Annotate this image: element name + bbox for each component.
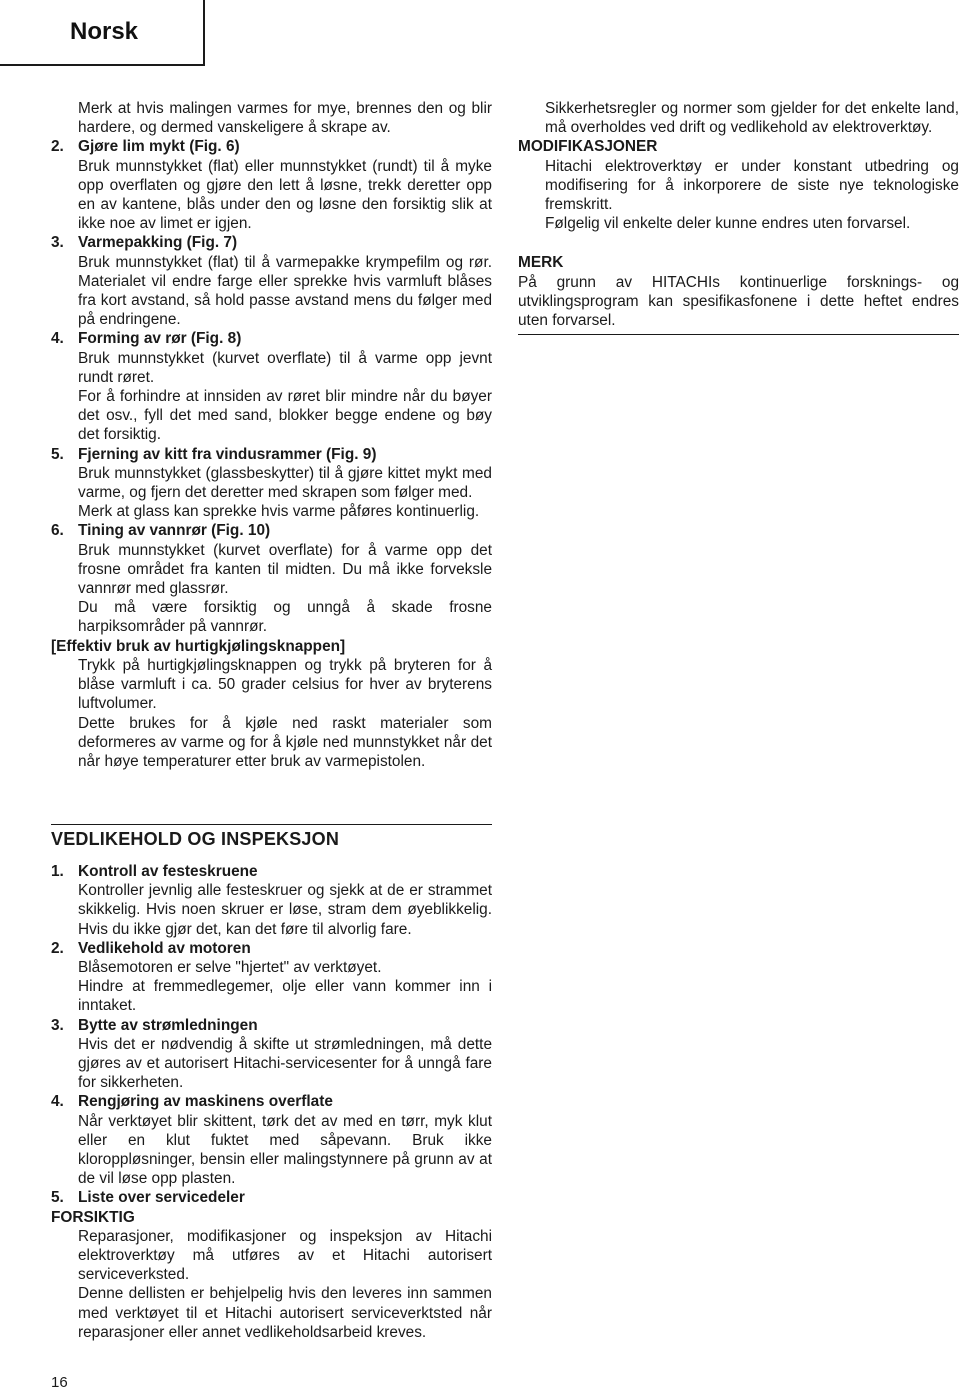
item-paragraph: Hvis det er nødvendig å skifte ut strømledningen, må dette gjøres av et autorisert Hitachi-servicesenter for å unngå fare for sikkerheten. bbox=[78, 1035, 492, 1092]
modifications-paragraph: Følgelig vil enkelte deler kunne endres uten forvarsel. bbox=[545, 215, 911, 233]
item-number: 4. bbox=[51, 330, 64, 348]
item-title: Fjerning av kitt fra vindusrammer (Fig. 9) bbox=[78, 445, 377, 463]
cooling-paragraph: Trykk på hurtigkjølingsknappen og trykk på bryteren for å blåse varmluft i ca. 50 grader celsius for hver av bryterens luftvolumer. bbox=[78, 656, 492, 713]
list-item-power-cord bbox=[51, 1016, 492, 1093]
list-item-service-parts bbox=[51, 1188, 492, 1207]
item-number: 1. bbox=[51, 863, 64, 880]
caution-paragraph: Denne dellisten er behjelpelig hvis den leveres inn sammen med verktøyet til et Hitachi autorisert serviceverktsted når reparasjoner eller annet vedlikeholdsarbeid kreves. bbox=[78, 1285, 492, 1341]
item-paragraph: Kontroller jevnlig alle festeskruer og sjekk at de er strammet skikkelig. Hvis noen skruer er løse, stram dem øyeblikkelig. Hvis du ikke gjør det, kan det føre til alvorlig fare. bbox=[78, 882, 492, 938]
item-number: 5. bbox=[51, 1189, 64, 1207]
caution-paragraph: Reparasjoner, modifikasjoner og inspeksjon av Hitachi elektroverktøy må utføres av et Hitachi autorisert serviceverksted. bbox=[78, 1227, 492, 1284]
item-paragraph: Bruk munnstykket (glassbeskytter) til å gjøre kittet mykt med varme, og fjern det deretter med skrapen som følger med. bbox=[78, 464, 492, 502]
page-number: 16 bbox=[51, 1374, 68, 1391]
item-number: 6. bbox=[51, 522, 64, 540]
note-text: På grunn av HITACHIs kontinuerlige forsknings- og utviklingsprogram kan spesifikasfonene i dette heftet endres uten forvarsel. bbox=[518, 273, 959, 330]
note-heading: MERK bbox=[518, 254, 564, 272]
item-paragraph: Du må være forsiktig og unngå å skade frosne harpiksområder på vannrør. bbox=[78, 599, 492, 636]
item-title: Tining av vannrør (Fig. 10) bbox=[78, 522, 271, 540]
list-item-pipe-forming bbox=[51, 329, 492, 444]
list-item-motor bbox=[51, 939, 492, 1016]
left-column bbox=[51, 99, 492, 771]
modifications-heading: MODIFIKASJONER bbox=[518, 138, 658, 156]
modifications-paragraph: Hitachi elektroverktøy er under konstant utbedring og modifisering for å inkorporere de siste nye teknologiske fremskritt. bbox=[545, 157, 959, 214]
list-item-thawing bbox=[51, 521, 492, 636]
item-paragraph: Hindre at fremmedlegemer, olje eller vann kommer inn i inntaket. bbox=[78, 978, 492, 1015]
item-title: Gjøre lim mykt (Fig. 6) bbox=[78, 138, 240, 156]
item-paragraph: Når verktøyet blir skittent, tørk det av med en tørr, myk klut eller en klut fuktet med såpevann. Bruk ikke kloroppløsninger, bensin eller malingstynnere på grunn av at de vil løse opp plasten. bbox=[78, 1112, 492, 1188]
item-paragraph: Bruk munnstykket (flat) eller munnstykket (rundt) til å myke opp overflaten og gjøre den lett å løsne, trekk deretter opp en av kantene, blås under den og løsne den forsiktig slik at ikke noe av limet er igjen. bbox=[78, 157, 492, 233]
item-number: 4. bbox=[51, 1093, 64, 1111]
item-title: Liste over servicedeler bbox=[78, 1189, 245, 1207]
list-item-cleaning bbox=[51, 1092, 492, 1188]
item-paragraph: Merk at glass kan sprekke hvis varme påføres kontinuerlig. bbox=[78, 503, 480, 521]
intro-paragraph: Merk at hvis malingen varmes for mye, brennes den og blir hardere, og dermed vanskeligere å skrape av. bbox=[78, 100, 492, 137]
caution-heading: FORSIKTIG bbox=[51, 1208, 135, 1226]
item-title: Rengjøring av maskinens overflate bbox=[78, 1093, 333, 1111]
list-item-screws bbox=[51, 862, 492, 939]
item-paragraph: Blåsemotoren er selve "hjertet" av verktøyet. bbox=[78, 959, 382, 977]
item-number: 3. bbox=[51, 1016, 64, 1034]
list-item-heat-packing bbox=[51, 233, 492, 329]
item-paragraph: Bruk munnstykket (kurvet overflate) for å varme opp det frosne området fra kanten til midten. Du må ikke forveksle vannrør med glassrør. bbox=[78, 541, 492, 598]
item-number: 2. bbox=[51, 138, 64, 156]
item-paragraph: Bruk munnstykket (flat) til å varmepakke krympefilm og rør. Materialet vil endre farge eller sprekke hvis varmluft blåses fra kort avstand, så hold passe avstand mens du følger med på endringene. bbox=[78, 253, 492, 329]
right-column bbox=[518, 99, 959, 335]
cooling-button-heading: [Effektiv bruk av hurtigkjølingsknappen] bbox=[51, 637, 346, 655]
note-block bbox=[518, 253, 959, 335]
maintenance-heading: VEDLIKEHOLD OG INSPEKSJON bbox=[51, 824, 492, 850]
item-number: 2. bbox=[51, 939, 64, 957]
list-item-putty-removal bbox=[51, 445, 492, 522]
item-paragraph: Bruk munnstykket (kurvet overflate) til å varme opp jevnt rundt røret. bbox=[78, 349, 492, 386]
cooling-paragraph: Dette brukes for å kjøle ned raskt materialer som deformeres av varme og for å kjøle ned munnstykket når det når høye temperaturer etter bruk av varmepistolen. bbox=[78, 714, 492, 770]
item-paragraph: For å forhindre at innsiden av røret blir mindre når du bøyer det osv., fyll det med sand, blokker begge endene og bøy det forsiktig. bbox=[78, 388, 492, 444]
item-number: 3. bbox=[51, 234, 64, 252]
item-title: Varmepakking (Fig. 7) bbox=[78, 234, 238, 252]
safety-paragraph: Sikkerhetsregler og normer som gjelder for det enkelte land, må overholdes ved drift og vedlikehold av elektroverktøy. bbox=[545, 100, 959, 137]
item-title: Kontroll av festeskruene bbox=[78, 863, 258, 880]
item-number: 5. bbox=[51, 445, 64, 463]
item-title: Forming av rør (Fig. 8) bbox=[78, 330, 242, 348]
language-label: Norsk bbox=[70, 18, 139, 45]
maintenance-column bbox=[51, 862, 492, 1342]
list-item-glue bbox=[51, 137, 492, 233]
item-title: Bytte av strømledningen bbox=[78, 1016, 258, 1034]
item-title: Vedlikehold av motoren bbox=[78, 939, 251, 957]
